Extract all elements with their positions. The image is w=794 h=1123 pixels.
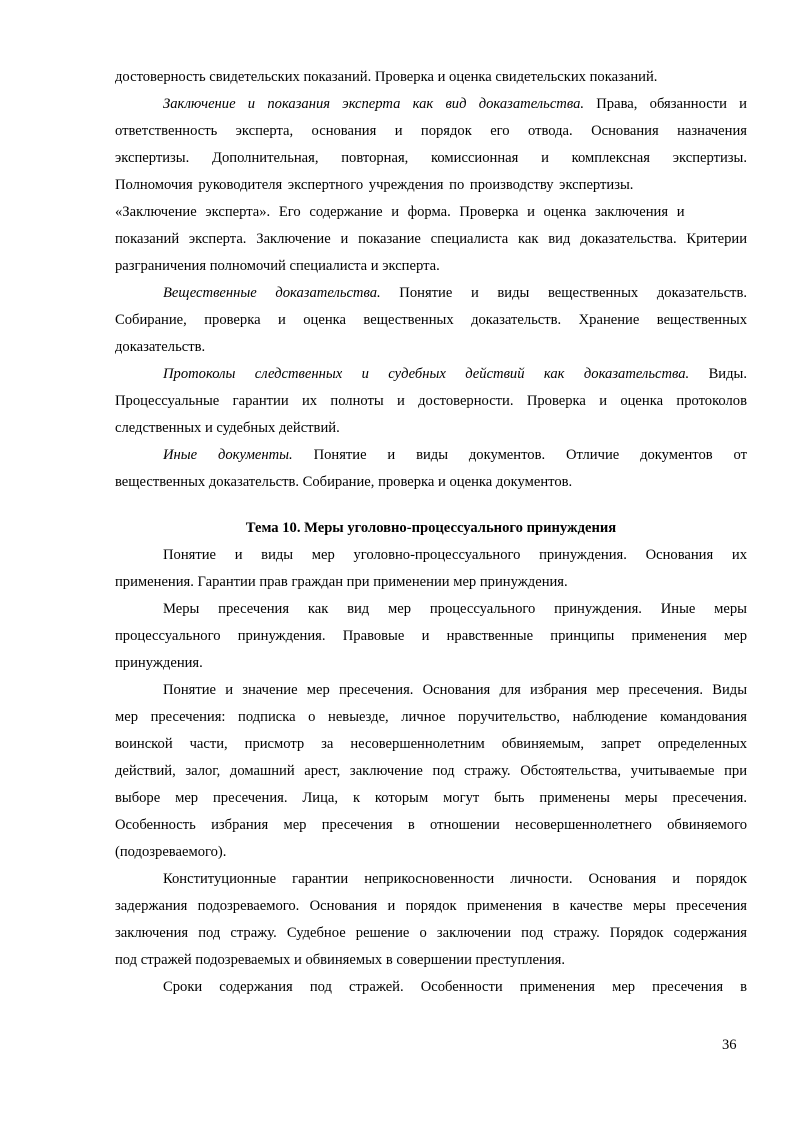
- text-line: воинской части, присмотр за несовершеннолетним обвиняемым, запрет определенных: [115, 736, 747, 752]
- text-line: Понятие и виды мер уголовно-процессуального принуждения. Основания их: [163, 547, 747, 563]
- paragraph-physical-evidence: [115, 280, 747, 361]
- text-line: «Заключение эксперта». Его содержание и форма. Проверка и оценка заключения и: [115, 204, 685, 220]
- text-line: (подозреваемого).: [115, 844, 227, 860]
- text-line: доказательств.: [115, 339, 206, 355]
- text-line: разграничения полномочий специалиста и эксперта.: [115, 258, 440, 274]
- italic-term: Заключение и показания эксперта как вид доказательства.: [163, 96, 585, 112]
- paragraph-constitutional-guarantees: [115, 866, 747, 974]
- text-line: Процессуальные гарантии их полноты и достоверности. Проверка и оценка протоколов: [115, 393, 747, 409]
- text-line: Сроки содержания под стражей. Особенности применения мер пресечения в: [163, 979, 747, 995]
- text-line: действий, залог, домашний арест, заключение под стражу. Обстоятельства, учитываемые при: [115, 763, 747, 779]
- text-run: Права, обязанности и: [584, 96, 747, 112]
- text-line: Понятие и значение мер пресечения. Основания для избрания мер пресечения. Виды: [163, 682, 747, 698]
- text-line: достоверность свидетельских показаний. Проверка и оценка свидетельских показаний.: [115, 69, 658, 85]
- text-run: Понятие и виды документов. Отличие документов от: [292, 447, 748, 463]
- paragraph-preventive-measures: [115, 596, 747, 677]
- paragraph-protocols: [115, 361, 747, 442]
- text-line: принуждения.: [115, 655, 203, 671]
- text-line: показаний эксперта. Заключение и показание специалиста как вид доказательства. Критерии: [115, 231, 747, 247]
- document-page: [115, 64, 747, 1001]
- text-line: [115, 442, 747, 469]
- italic-term: Вещественные доказательства.: [163, 285, 381, 301]
- text-line: заключения под стражу. Судебное решение о заключении под стражу. Порядок содержания: [115, 925, 747, 941]
- text-line: Особенность избрания мер пресечения в отношении несовершеннолетнего обвиняемого: [115, 817, 747, 833]
- text-line: под стражей подозреваемых и обвиняемых в совершении преступления.: [115, 952, 565, 968]
- text-line: Меры пресечения как вид мер процессуального принуждения. Иные меры: [163, 601, 747, 617]
- text-line: выборе мер пресечения. Лица, к которым могут быть применены меры пресечения.: [115, 790, 747, 806]
- text-line: экспертизы. Дополнительная, повторная, комиссионная и комплексная экспертизы.: [115, 150, 747, 166]
- paragraph-expert-conclusion: [115, 91, 747, 280]
- text-line: мер пресечения: подписка о невыезде, личное поручительство, наблюдение командования: [115, 709, 747, 725]
- text-line: Собирание, проверка и оценка вещественных доказательств. Хранение вещественных: [115, 312, 747, 328]
- text-line: [115, 280, 747, 307]
- page-number: 36: [722, 1037, 737, 1053]
- text-run: Понятие и виды вещественных доказательств.: [380, 285, 747, 301]
- text-line: [115, 361, 747, 388]
- text-run: Виды.: [689, 366, 747, 382]
- section-heading: Тема 10. Меры уголовно-процессуального принуждения: [245, 520, 617, 536]
- text-line: вещественных доказательств. Собирание, проверка и оценка документов.: [115, 474, 573, 490]
- text-line: процессуального принуждения. Правовые и нравственные принципы применения мер: [115, 628, 747, 644]
- paragraph-detention-terms: [115, 974, 747, 1001]
- text-line: [115, 91, 747, 118]
- italic-term: Иные документы.: [163, 447, 293, 463]
- text-line: применения. Гарантии прав граждан при применении мер принуждения.: [115, 574, 568, 590]
- text-line: Полномочия руководителя экспертного учреждения по производству экспертизы.: [115, 177, 634, 193]
- text-line: Конституционные гарантии неприкосновенности личности. Основания и порядок: [163, 871, 747, 887]
- text-line: задержания подозреваемого. Основания и порядок применения в качестве меры пресечения: [115, 898, 747, 914]
- paragraph-coercion-types: [115, 542, 747, 596]
- text-line: следственных и судебных действий.: [115, 420, 340, 436]
- italic-term: Протоколы следственных и судебных действий как доказательства.: [163, 366, 690, 382]
- paragraph-other-documents: [115, 442, 747, 496]
- text-line: ответственность эксперта, основания и порядок его отвода. Основания назначения: [115, 123, 747, 139]
- paragraph-preventive-concept: [115, 677, 747, 866]
